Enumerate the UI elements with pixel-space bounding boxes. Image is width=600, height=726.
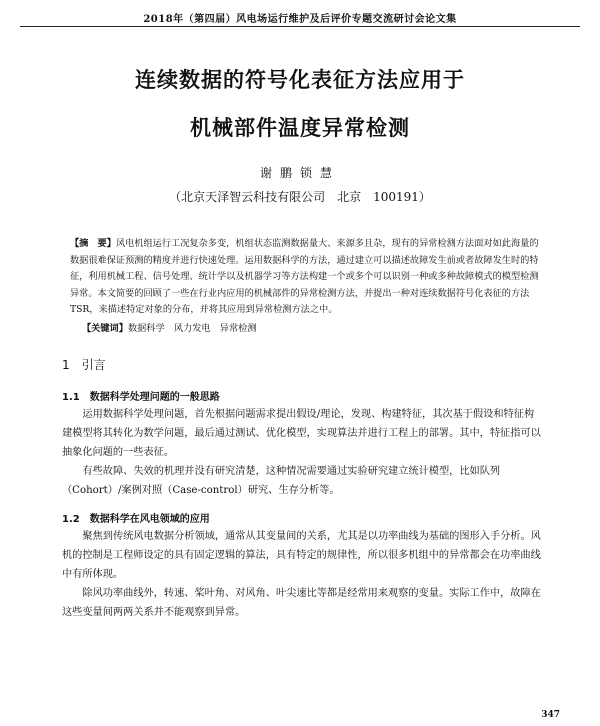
paragraph: 有些故障、失效的机理并没有研究清楚，这种情况需要通过实验研究建立统计模型，比如队列（Cohort）/案例对照（Case-control）研究、生存分析等。: [62, 466, 501, 496]
page-number: 347: [541, 710, 560, 720]
author-name: 谢鹏锁慧: [259, 166, 340, 180]
keywords: [82, 320, 542, 334]
paper-title-line-2: 机械部件温度异常检测: [190, 116, 410, 140]
subsection-heading-1-1: 1.1 数据科学处理问题的一般思路: [62, 392, 220, 403]
paragraph: 运用数据科学处理问题，首先根据问题需求提出假设/理论，发现、构建特征，其次基于假设和特征构建模型将其转化为数学问题，最后通过测试、优化模型，实现算法并进行工程上的部署。其中，特征指可以抽象化问题的一些表征。: [62, 409, 541, 458]
paragraph: 除风功率曲线外，转速、桨叶角、对风角、叶尖速比等都是经常用来观察的变量。实际工作中，故障在这些变量间两两关系并不能观察到异常。: [62, 588, 541, 618]
paper-title-line-1: 连续数据的符号化表征方法应用于: [135, 68, 465, 92]
abstract-label: 【摘 要】: [70, 238, 116, 249]
abstract-text: 风电机组运行工况复杂多变，机组状态监测数据量大、来源多且杂，现有的异常检测方法面对如此海量的数据很难保证预测的精度并进行快速处理。运用数据科学的方法，通过建立可以描述故障发生前或者故障发生时的特征，利用机械工程、信号处理、统计学以及机器学习等方法构建一个或多个可以识别一种或多种故障模式的模型检测异常。本文简要的回顾了一些在行业内应用的机械部件的异常检测方法，并提出一种对连续数据符号化表征的方法TSR，来描述特定对象的分布，并将其应用到异常检测方法之中。: [70, 238, 539, 315]
abstract: [70, 236, 540, 319]
section-heading-introduction: 1 引言: [62, 358, 106, 372]
subsection-heading-1-2: 1.2 数据科学在风电领域的应用: [62, 514, 210, 525]
running-header: 2018年（第四届）风电场运行维护及后评价专题交流研讨会论文集: [143, 14, 457, 25]
paragraph: 聚焦到传统风电数据分析领域，通常从其变量间的关系，尤其是以功率曲线为基础的图形入手分析。风机的控制是工程师设定的具有固定逻辑的算法，具有特定的规律性，所以很多机组中的异常都会在功率曲线中有所体现。: [62, 531, 541, 580]
header-rule: [20, 26, 580, 27]
keywords-text: 数据科学 风力发电 异常检测: [127, 323, 257, 334]
keywords-label: 【关键词】: [82, 323, 128, 334]
author-affiliation: （北京天泽智云科技有限公司 北京 100191）: [169, 190, 431, 204]
